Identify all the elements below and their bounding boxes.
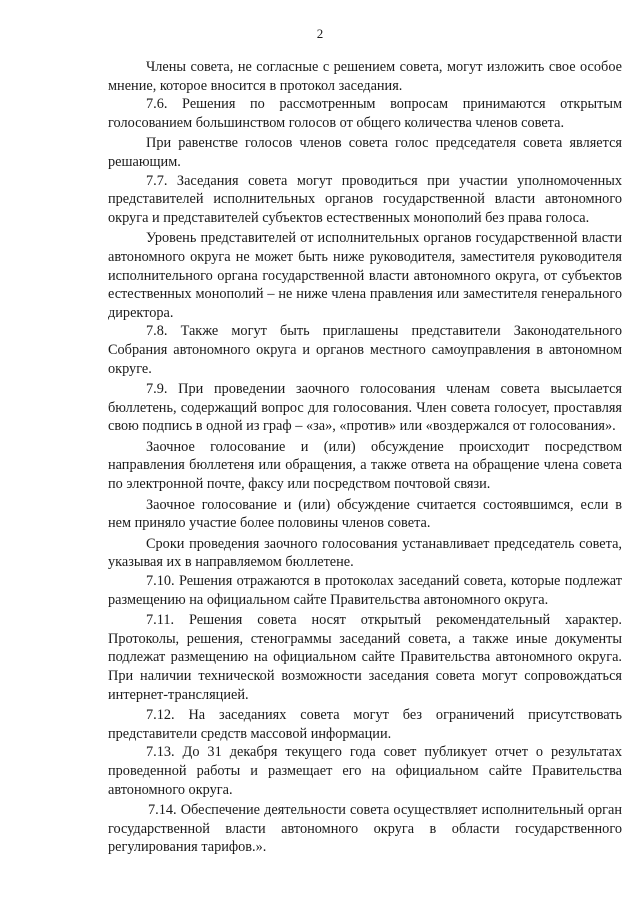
page-number: 2 [316, 26, 324, 41]
paragraph-absentee-deadline: Сроки проведения заочного голосования устанавливает председатель совета, указывая их в направляемом бюллетене. [108, 535, 622, 571]
paragraph-absentee-quorum: Заочное голосование и (или) обсуждение считается состоявшимся, если в нем приняло участие более половины членов совета. [108, 496, 622, 532]
paragraph-7-8: 7.8. Также могут быть приглашены представители Законодательного Собрания автономного округа и органов местного самоуправления в автономном округе. [108, 323, 622, 377]
paragraph-7-11: 7.11. Решения совета носят открытый рекомендательный характер. Протоколы, решения, стенограммы заседаний совета, а также иные документы подлежат размещению на официальном сайте Правительства автономного округа. При наличии технической возможности заседания совета могут сопровождаться интернет-трансляцией. [108, 612, 622, 703]
paragraph-representative-level: Уровень представителей от исполнительных органов государственной власти автономного округа не может быть ниже руководителя, заместителя руководителя исполнительного органа государственной власти автономного округа, от субъектов естественных монополий – не ниже члена правления или заместителя генерального директора. [108, 230, 622, 321]
paragraph-absentee-process: Заочное голосование и (или) обсуждение происходит посредством направления бюллетеня или обращения, а также ответа на обращение члена совета по электронной почте, факсу или посредством почтовой связи. [108, 438, 622, 493]
paragraph-7-13: 7.13. До 31 декабря текущего года совет публикует отчет о результатах проведенной работы и размещает его на официальном сайте Правительства автономного округа. [108, 744, 622, 798]
paragraph-tie-vote: При равенстве голосов членов совета голос председателя совета является решающим. [108, 135, 622, 170]
paragraph-dissent: Члены совета, не согласные с решением совета, могут изложить свое особое мнение, которое вносится в протокол заседания. [108, 59, 622, 94]
paragraph-7-6: 7.6. Решения по рассмотренным вопросам принимаются открытым голосованием большинством голосов от общего количества членов совета. [108, 96, 622, 131]
paragraph-7-9: 7.9. При проведении заочного голосования членам совета высылается бюллетень, содержащий вопрос для голосования. Член совета голосует, проставляя свою подпись в одной из граф – «за», «против» или «воздержался от голосования». [108, 381, 622, 435]
paragraph-7-10: 7.10. Решения отражаются в протоколах заседаний совета, которые подлежат размещению на официальном сайте Правительства автономного округа. [108, 573, 622, 608]
document-body [108, 58, 622, 857]
paragraph-7-12: 7.12. На заседаниях совета могут без ограничений присутствовать представители средств массовой информации. [108, 707, 622, 742]
paragraph-7-14: 7.14. Обеспечение деятельности совета осуществляет исполнительный орган государственной власти автономного округа в области государственного регулирования тарифов.». [108, 802, 622, 856]
paragraph-7-7: 7.7. Заседания совета могут проводиться при участии уполномоченных представителей исполнительных органов государственной власти автономного округа и представителей субъектов естественных монополий без права голоса. [108, 172, 622, 226]
